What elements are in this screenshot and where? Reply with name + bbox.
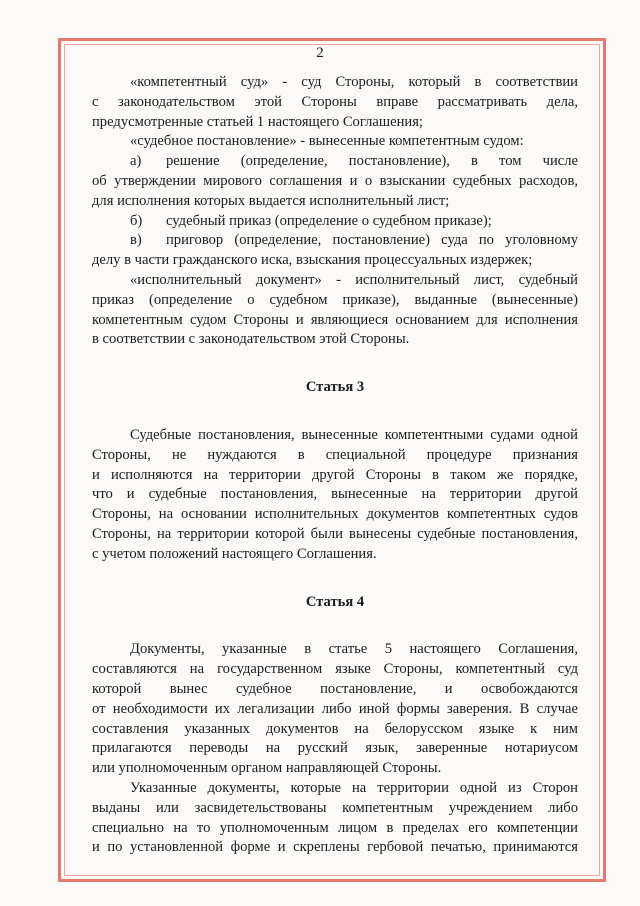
text-line: приказ (определение о судебном приказе), выданные (вынесенные): [92, 291, 578, 308]
text-line: делу в части гражданского иска, взыскания процессуальных издержек;: [92, 252, 533, 269]
list-marker: б): [130, 212, 143, 229]
text-line: которой вынес судебное постановление, и освобождаются: [92, 680, 578, 697]
spacer: [92, 350, 578, 378]
text-line: «компетентный суд» - суд Стороны, который в соответствии: [130, 74, 578, 90]
text-line: Указанные документы, которые на территории одной из Сторон: [130, 779, 578, 796]
text-line: Стороны, на основании исполнительных документов компетентных судов: [92, 506, 578, 523]
text-line: об утверждении мирового соглашения и о взыскании судебных расходов,: [92, 172, 578, 189]
spacer: [92, 398, 578, 426]
text-line: что и судебные постановления, вынесенные на территории другой: [92, 486, 578, 503]
list-item-b: [92, 212, 578, 232]
text-line: решение (определение, постановление), в том числе: [166, 153, 578, 170]
text-line: для исполнения которых выдается исполнительный лист;: [92, 192, 450, 209]
text-line: или уполномоченным органом направляющей Стороны.: [92, 760, 442, 777]
text-line: специально на то уполномоченным лицом в пределах его компетенции: [92, 819, 578, 836]
page-number: 2: [316, 45, 324, 61]
article-3-heading: Статья 3: [305, 379, 365, 396]
text-line: выданы или засвидетельствованы компетентным учреждением либо: [92, 799, 578, 816]
text-line: предусмотренные статьей 1 настоящего Соглашения;: [92, 113, 423, 130]
text-line: Документы, указанные в статье 5 настоящего Соглашения,: [130, 641, 578, 658]
text-line: составления указанных документов на белорусском языке к ним: [92, 720, 578, 737]
text-line: от необходимости их легализации либо иной формы заверения. В случае: [92, 700, 578, 717]
list-marker: а): [130, 153, 142, 170]
text-line: составляются на государственном языке Стороны, компетентный суд: [92, 661, 578, 678]
text-line: с учетом положений настоящего Соглашения.: [92, 545, 377, 562]
text-line: прилагаются переводы на русский язык, заверенные нотариусом: [92, 740, 578, 757]
list-item-a: [92, 152, 578, 172]
document-body: [92, 73, 578, 858]
list-item-v: [92, 231, 578, 251]
text-line: Стороны, не нуждаются в специальной процедуре признания: [92, 446, 578, 463]
text-line: и исполняются на территории другой Стороны в таком же порядке,: [92, 466, 578, 483]
text-line: и по установленной форме и скреплены гербовой печатью, принимаются: [92, 839, 578, 856]
list-marker: в): [130, 232, 142, 249]
text-line: судебный приказ (определение о судебном приказе);: [166, 212, 492, 229]
text-line: Судебные постановления, вынесенные компетентными судами одной: [130, 426, 578, 443]
text-line: «судебное постановление» - вынесенные компетентным судом:: [130, 133, 524, 150]
article-4-heading: Статья 4: [305, 593, 365, 610]
spacer: [92, 612, 578, 640]
spacer: [92, 565, 578, 593]
text-line: компетентным судом Стороны и являющиеся основанием для исполнения: [92, 311, 578, 328]
text-line: Стороны, на территории которой были вынесены судебные постановления,: [92, 525, 578, 542]
text-line: в соответствии с законодательством этой Стороны.: [92, 331, 410, 348]
text-line: приговор (определение, постановление) суда по уголовному: [166, 232, 578, 249]
text-line: «исполнительный документ» - исполнительный лист, судебный: [130, 271, 578, 288]
text-line: с законодательством этой Стороны вправе рассматривать дела,: [92, 93, 578, 110]
